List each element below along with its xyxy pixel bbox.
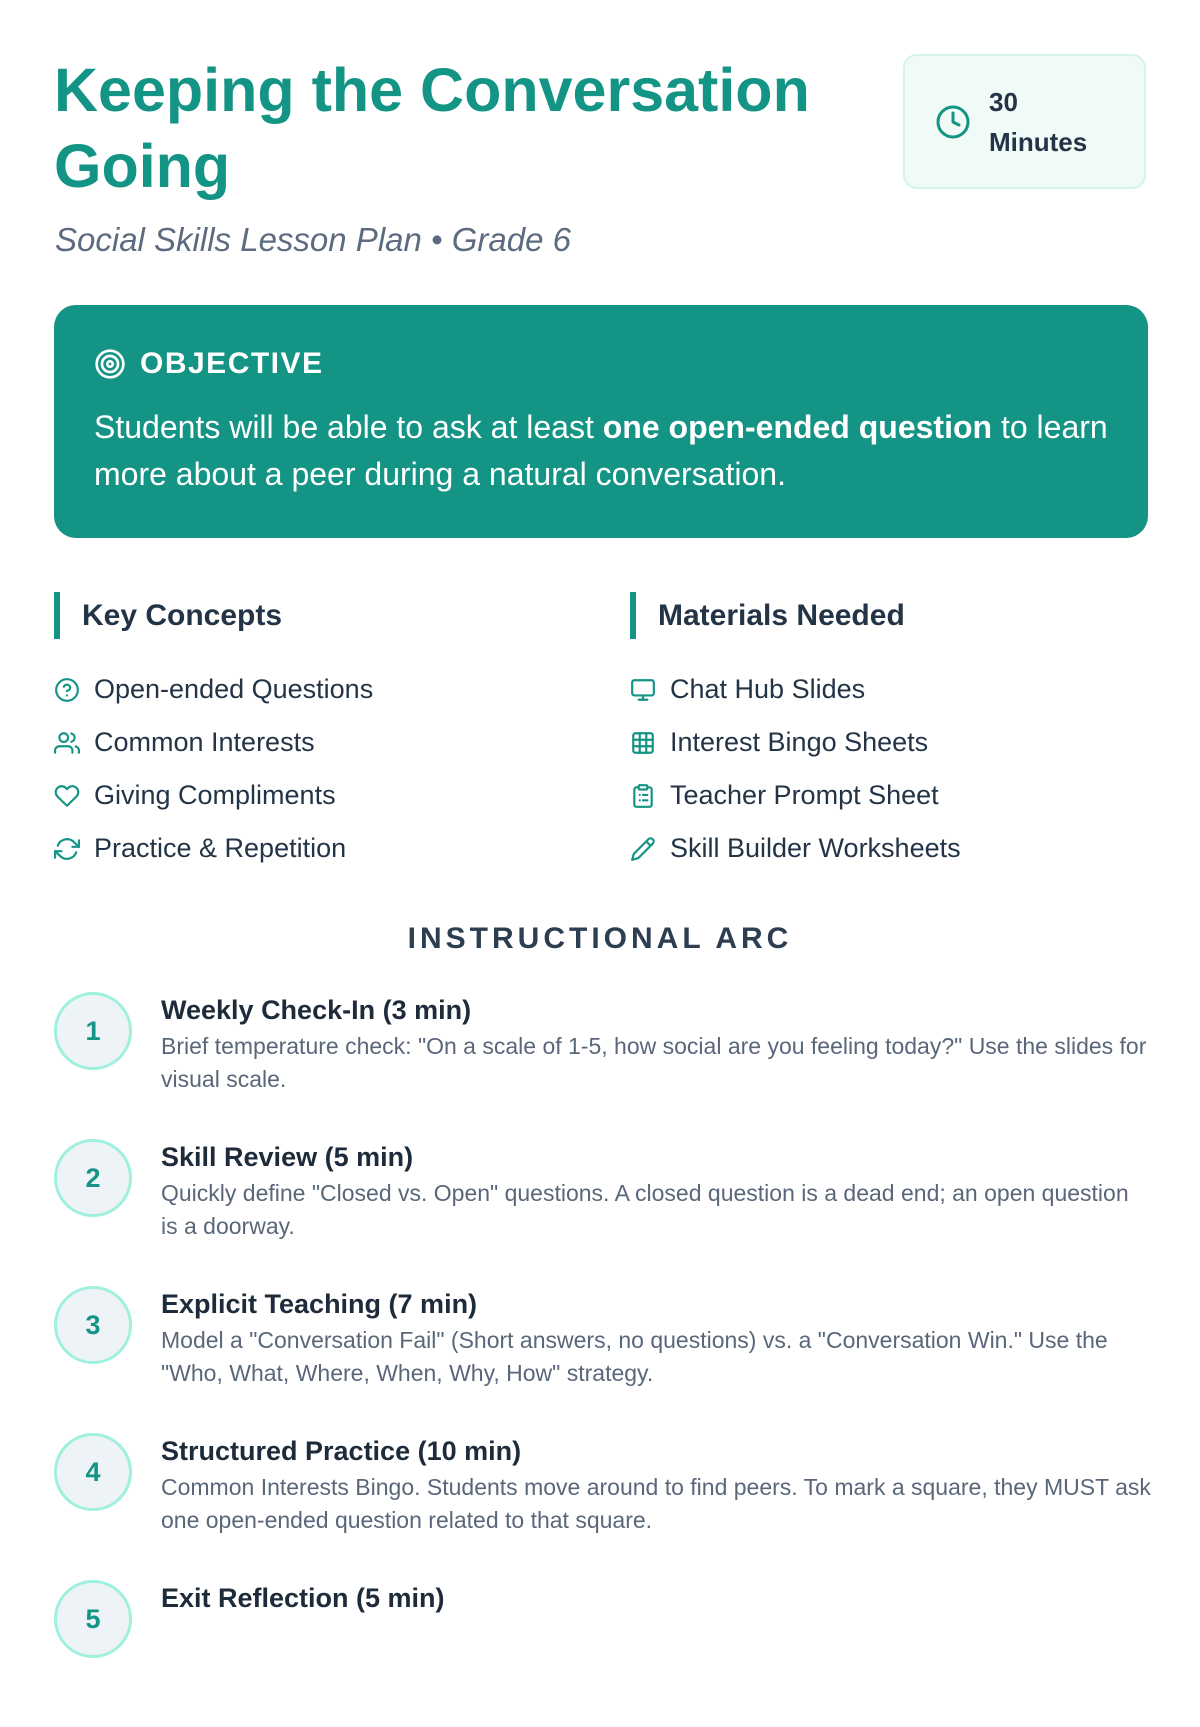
- materials-heading: Materials Needed: [630, 592, 1150, 639]
- step-title: Exit Reflection (5 min): [161, 1583, 445, 1613]
- instructional-steps: [54, 992, 1154, 1727]
- target-icon: [94, 348, 126, 380]
- duration-value: 30: [989, 86, 1018, 117]
- step-title: Skill Review (5 min): [161, 1142, 414, 1172]
- materials-section: [630, 592, 1150, 875]
- instructional-arc-heading: INSTRUCTIONAL ARC: [407, 922, 793, 955]
- objective-label: OBJECTIVE: [140, 347, 324, 380]
- list-item-label: Giving Compliments: [94, 780, 336, 810]
- clipboard-icon: [630, 783, 656, 809]
- list-item: [630, 769, 1150, 822]
- step-item: [54, 1433, 1154, 1580]
- step-title: Explicit Teaching (7 min): [161, 1289, 478, 1319]
- step-description: Common Interests Bingo. Students move around to find peers. To mark a square, they MUST ask one open-ended question related to that square.: [161, 1474, 1151, 1533]
- step-item: [54, 1139, 1154, 1286]
- step-item: [54, 1286, 1154, 1433]
- step-number-badge: 3: [54, 1286, 132, 1364]
- list-item-label: Open-ended Questions: [94, 674, 374, 704]
- step-description: Brief temperature check: "On a scale of 1-5, how social are you feeling today?" Use the slides for visual scale.: [161, 1033, 1147, 1092]
- key-concepts-heading: Key Concepts: [54, 592, 574, 639]
- list-item: [54, 716, 574, 769]
- page-subtitle: Social Skills Lesson Plan • Grade 6: [55, 221, 571, 258]
- duration-badge: [903, 54, 1146, 189]
- step-title: Weekly Check-In (3 min): [161, 995, 472, 1025]
- duration-unit: Minutes: [989, 126, 1088, 157]
- list-item: [54, 769, 574, 822]
- materials-list: [630, 663, 1150, 875]
- key-concepts-list: [54, 663, 574, 875]
- step-number-badge: 5: [54, 1580, 132, 1658]
- step-number-badge: 4: [54, 1433, 132, 1511]
- list-item-label: Teacher Prompt Sheet: [670, 780, 939, 810]
- page-title: Keeping the Conversation Going: [54, 56, 810, 200]
- step-number-badge: 2: [54, 1139, 132, 1217]
- step-number-badge: 1: [54, 992, 132, 1070]
- key-concepts-section: [54, 592, 574, 875]
- pencil-icon: [630, 836, 656, 862]
- heart-icon: [54, 783, 80, 809]
- step-description: Model a "Conversation Fail" (Short answers, no questions) vs. a "Conversation Win." Use the "Who, What, Where, When, Why, How" strategy.: [161, 1327, 1108, 1386]
- step-body: [161, 1286, 1151, 1390]
- step-item: [54, 992, 1154, 1139]
- list-item: [54, 663, 574, 716]
- list-item: [630, 663, 1150, 716]
- list-item-label: Chat Hub Slides: [670, 674, 866, 704]
- list-item: [630, 822, 1150, 875]
- step-body: [161, 992, 1151, 1096]
- step-description: Quickly define "Closed vs. Open" questions. A closed question is a dead end; an open question is a doorway.: [161, 1180, 1129, 1239]
- duration-text: [989, 82, 1087, 162]
- list-item: [54, 822, 574, 875]
- objective-header: [94, 347, 324, 381]
- list-item-label: Interest Bingo Sheets: [670, 727, 929, 757]
- objective-text-after: to learn more about a peer during a natural conversation.: [94, 409, 1108, 492]
- grid-icon: [630, 730, 656, 756]
- objective-text: [94, 404, 1114, 498]
- users-icon: [54, 730, 80, 756]
- step-item: [54, 1580, 1154, 1727]
- list-item-label: Common Interests: [94, 727, 315, 757]
- monitor-icon: [630, 677, 656, 703]
- objective-text-bold: one open-ended question: [602, 409, 993, 445]
- step-title: Structured Practice (10 min): [161, 1436, 522, 1466]
- step-body: [161, 1139, 1151, 1243]
- list-item: [630, 716, 1150, 769]
- objective-text-before: Students will be able to ask at least: [94, 409, 603, 445]
- refresh-icon: [54, 836, 80, 862]
- list-item-label: Skill Builder Worksheets: [670, 833, 961, 863]
- list-item-label: Practice & Repetition: [94, 833, 347, 863]
- question-circle-icon: [54, 677, 80, 703]
- clock-icon: [935, 104, 971, 140]
- objective-card: [54, 305, 1148, 538]
- step-body: [161, 1580, 1151, 1618]
- step-body: [161, 1433, 1151, 1537]
